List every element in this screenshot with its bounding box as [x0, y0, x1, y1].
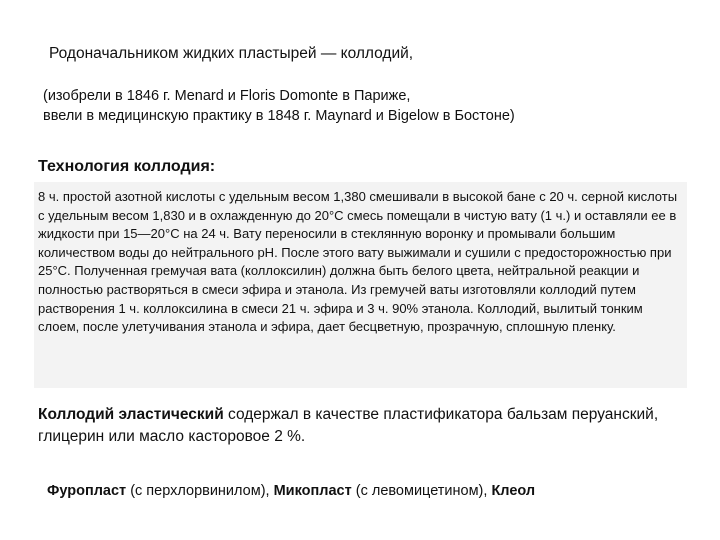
brand-furoplast: Фуропласт — [47, 483, 127, 499]
elastic-collodion-term: Коллодий эластический — [38, 406, 224, 423]
elastic-collodion-paragraph — [38, 404, 688, 448]
origin-line-1: (изобрели в 1846 г. Menard и Floris Domonte в Париже, — [43, 88, 411, 104]
plaster-brands — [47, 481, 535, 501]
brand-kleol: Клеол — [491, 483, 536, 499]
elastic-collodion-text: содержал в качестве пластификатора бальзам перуанский, глицерин или масло касторовое 2 %. — [38, 406, 659, 445]
origin-note — [43, 86, 515, 126]
brand-furoplast-note: (с перхлорвинилом), — [126, 483, 274, 499]
technology-heading: Технология коллодия: — [38, 158, 216, 175]
technology-paragraph: 8 ч. простой азотной кислоты с удельным весом 1,380 смешивали в высокой бане с 20 ч. серной кислоты с удельным весом 1,830 и в охлажденную до 20°С смесь помещали в чистую вату (1 ч.) и оставляли ее в жидкости при 15—20°С на 24 ч. Вату переносили в стеклянную воронку и промывали большим количеством воды до нейтрального рН. После этого вату выжимали и сушили с предосторожностью при 25°С. Полученная гремучая вата (коллоксилин) должна быть белого цвета, нейтральной реакции и полностью растворяться в смеси эфира и этанола. Из гремучей ваты изготовляли коллодий путем растворения 1 ч. коллоксилина в смеси 21 ч. эфира и 3 ч. 90% этанола. Коллодий, вылитый тонким слоем, после улетучивания этанола и эфира, дает бесцветную, прозрачную, сплошную пленку. — [38, 189, 678, 335]
origin-line-2: ввели в медицинскую практику в 1848 г. Maynard и Bigelow в Бостоне) — [43, 108, 515, 124]
brand-mikoplast: Микопласт — [273, 483, 352, 499]
intro-line: Родоначальником жидких пластырей — коллодий, — [49, 45, 414, 62]
brand-mikoplast-note: (с левомицетином), — [351, 483, 492, 499]
